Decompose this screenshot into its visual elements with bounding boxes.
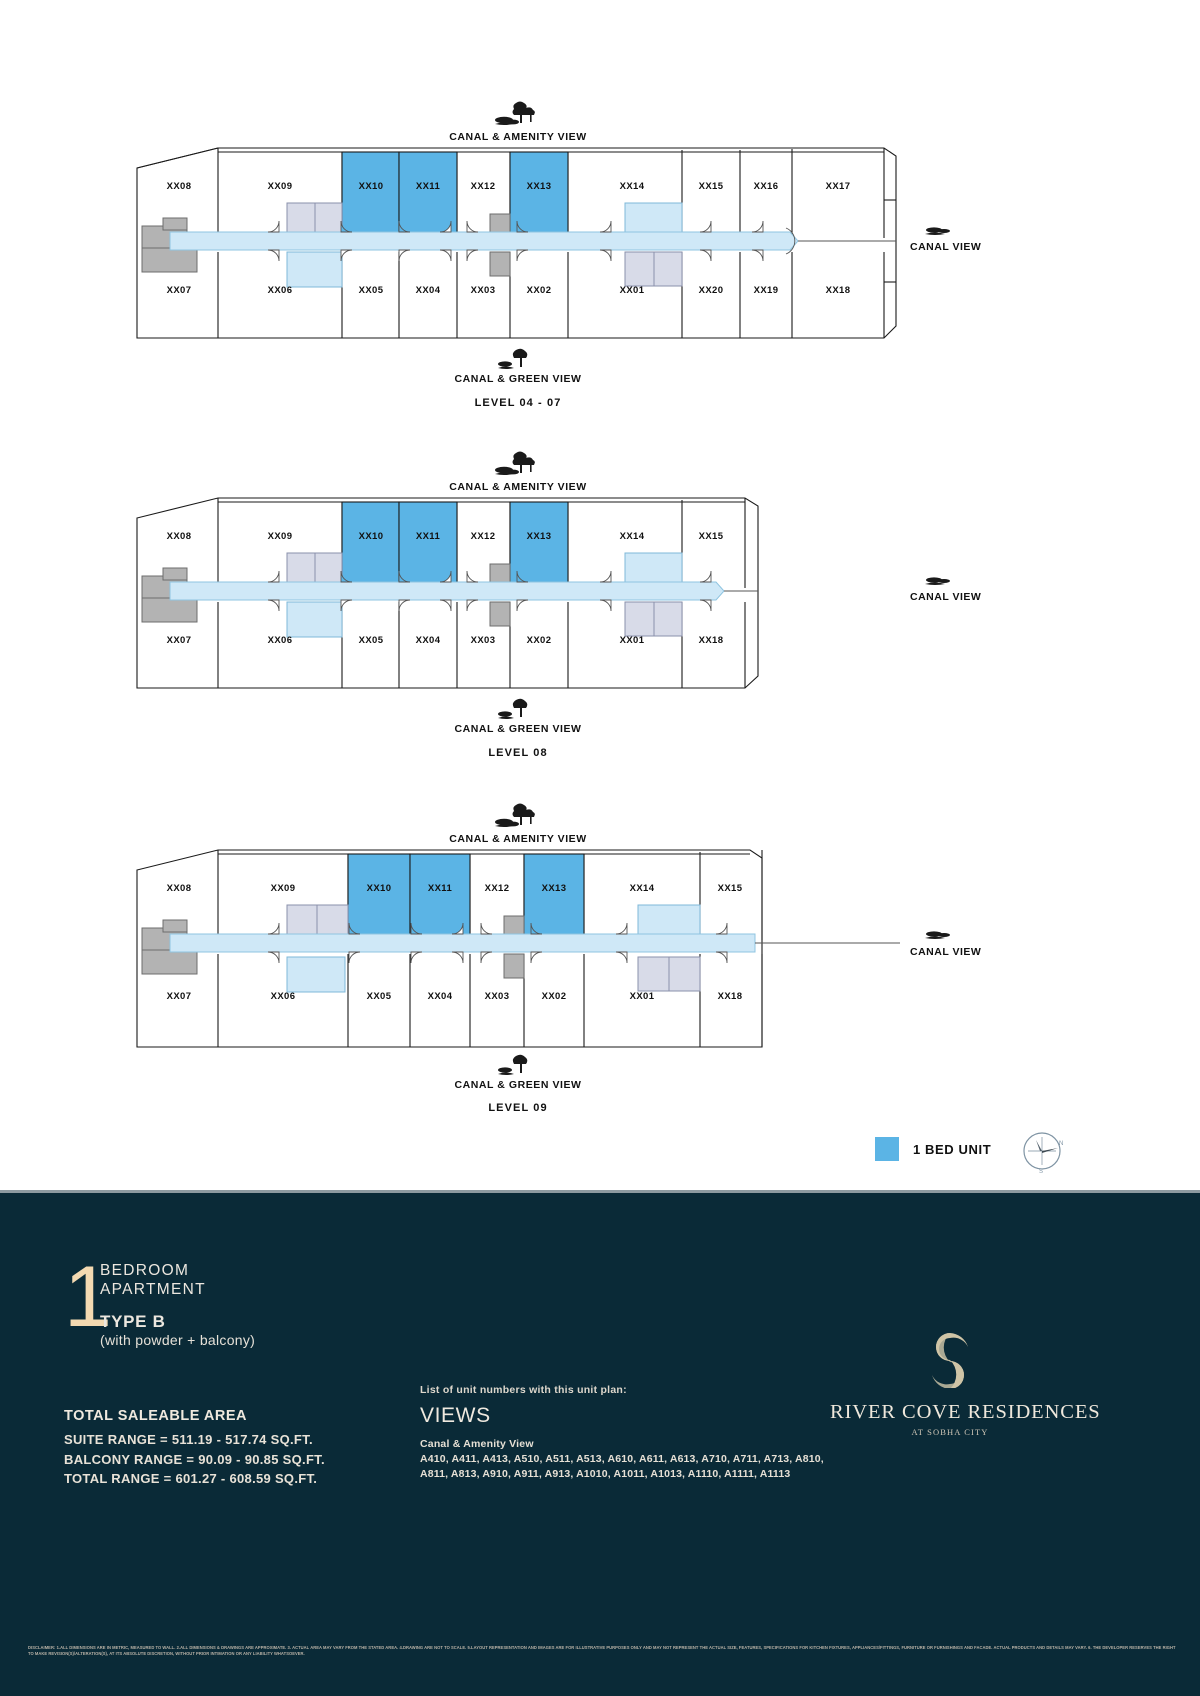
unit-label: XX05 — [358, 635, 384, 646]
brand-logo-icon — [830, 1330, 1070, 1393]
apartment-word: APARTMENT — [100, 1281, 206, 1298]
unit-label: XX04 — [415, 285, 441, 296]
type-sublabel: (with powder + balcony) — [100, 1332, 256, 1348]
unit-label: XX06 — [267, 285, 293, 296]
unit-label: XX12 — [470, 181, 496, 192]
plan-level-09 — [0, 702, 1200, 1122]
unit-label: XX10 — [366, 883, 392, 894]
total-range: TOTAL RANGE = 601.27 - 608.59 SQ.FT. — [64, 1471, 318, 1486]
unit-label: XX18 — [717, 991, 743, 1002]
views-category-label: Canal & Amenity View — [420, 1438, 534, 1450]
unit-label: XX19 — [753, 285, 779, 296]
unit-label: XX10 — [358, 531, 384, 542]
canal-icon-right — [922, 222, 956, 241]
apartment-type-heading — [100, 1261, 206, 1299]
unit-label: XX07 — [166, 991, 192, 1002]
unit-label: XX15 — [698, 531, 724, 542]
unit-label: XX07 — [166, 635, 192, 646]
unit-label: XX13 — [541, 883, 567, 894]
unit-label: XX05 — [366, 991, 392, 1002]
canal-icon-right — [922, 572, 956, 591]
disclaimer-text: DISCLAIMER: 1.ALL DIMENSIONS ARE IN METRIC, MEASURED TO WALL. 2.ALL DIMENSIONS & DRAWINGS ARE APPROXIMATE. 3. ACTUAL AREA MAY VARY FROM THE STATED AREA. 4.DRAWING ARE NOT TO SCALE. 5.LAYOUT REPRESENTATION AND IMAGES ARE FOR ILLUSTRATIVE PURPOSES ONLY AND MAY NOT REPRESENT THE ACTUAL SIZE, FEATURES, SPECIFICATIONS FOR KITCHEN FIXTURES, APPLIANCES/FITTINGS, FURNITURE OR FURNISHINGS AND FACADE. ACTUAL PRODUCTS AND DETAILS MAY VARY. 6. THE DEVELOPER RESERVES THE RIGHT TO MAKE REVISION(S)/ALTERATION(S), AT ITS ABSOLUTE DISCRETION, WITHOUT PRIOR INTIMATION OR ANY LIABILITY WHATSOEVER. — [28, 1645, 1176, 1657]
unit-label: XX08 — [166, 181, 192, 192]
unit-label: XX11 — [415, 181, 441, 192]
unit-label: XX06 — [270, 991, 296, 1002]
unit-label: XX13 — [526, 181, 552, 192]
unit-label: XX03 — [470, 635, 496, 646]
unit-label: XX15 — [698, 181, 724, 192]
plan3-right-view-label: CANAL VIEW — [910, 946, 982, 958]
unit-label: XX05 — [358, 285, 384, 296]
unit-list-note: List of unit numbers with this unit plan: — [420, 1384, 627, 1396]
bedroom-word: BEDROOM — [100, 1262, 190, 1279]
unit-label: XX14 — [629, 883, 655, 894]
plan1-top-view-label: CANAL & AMENITY VIEW — [449, 131, 587, 143]
unit-label: XX11 — [427, 883, 453, 894]
plan2-highlight-units — [342, 502, 568, 588]
unit-label: XX04 — [427, 991, 453, 1002]
type-label: TYPE B — [100, 1312, 166, 1331]
legend-label-1bed: 1 BED UNIT — [913, 1141, 992, 1157]
unit-label: XX02 — [541, 991, 567, 1002]
unit-label: XX04 — [415, 635, 441, 646]
plan1-level-label: LEVEL 04 - 07 — [474, 397, 562, 409]
canal-icon-right — [922, 926, 956, 945]
unit-label: XX12 — [484, 883, 510, 894]
plan3-level-label: LEVEL 09 — [488, 1102, 548, 1114]
unit-label: XX14 — [619, 531, 645, 542]
legend — [875, 1137, 991, 1161]
views-unit-list: A410, A411, A413, A510, A511, A513, A610, A611, A613, A710, A711, A713, A810, A811, A813, A910, A911, A913, A1010, A1011, A1013, A1110, A1111, A1113 — [420, 1453, 824, 1480]
views-title: VIEWS — [420, 1404, 491, 1427]
unit-label: XX03 — [470, 285, 496, 296]
unit-label: XX08 — [166, 883, 192, 894]
unit-label: XX08 — [166, 531, 192, 542]
plan2-top-view-label: CANAL & AMENITY VIEW — [449, 481, 587, 493]
unit-label: XX01 — [629, 991, 655, 1002]
brand-tagline: AT SOBHA CITY — [911, 1427, 989, 1437]
unit-label: XX20 — [698, 285, 724, 296]
unit-label: XX01 — [619, 285, 645, 296]
unit-label: XX02 — [526, 635, 552, 646]
plan2-bottom-view-label: CANAL & GREEN VIEW — [454, 723, 582, 735]
unit-label: XX16 — [753, 181, 779, 192]
plan3-bottom-view-label: CANAL & GREEN VIEW — [454, 1079, 582, 1091]
plan1-bottom-view-label: CANAL & GREEN VIEW — [454, 373, 582, 385]
unit-label: XX09 — [270, 883, 296, 894]
brand-name: RIVER COVE RESIDENCES — [830, 1401, 1101, 1423]
unit-label: XX12 — [470, 531, 496, 542]
plan3-top-view-label: CANAL & AMENITY VIEW — [449, 833, 587, 845]
unit-label: XX01 — [619, 635, 645, 646]
plan2-right-view-label: CANAL VIEW — [910, 591, 982, 603]
bedroom-count-number: 1 — [64, 1249, 112, 1345]
svg-text:S: S — [1039, 1169, 1044, 1175]
area-breakdown — [64, 1430, 325, 1489]
compass-rose-icon — [1018, 1127, 1066, 1180]
total-saleable-area-title: TOTAL SALEABLE AREA — [64, 1408, 247, 1424]
unit-label: XX11 — [415, 531, 441, 542]
unit-label: XX09 — [267, 531, 293, 542]
legend-swatch-1bed — [875, 1137, 899, 1161]
unit-label: XX02 — [526, 285, 552, 296]
plan1-highlight-units — [342, 152, 568, 238]
unit-label: XX13 — [526, 531, 552, 542]
unit-label: XX17 — [825, 181, 851, 192]
unit-label: XX18 — [825, 285, 851, 296]
brand-block — [830, 1330, 1101, 1437]
plan1-right-view-label: CANAL VIEW — [910, 241, 982, 253]
unit-label: XX14 — [619, 181, 645, 192]
plan2-level-label: LEVEL 08 — [488, 747, 548, 759]
plan3-highlight-units — [348, 854, 584, 940]
footer-divider — [0, 1190, 1200, 1193]
unit-label: XX15 — [717, 883, 743, 894]
unit-label: XX07 — [166, 285, 192, 296]
suite-range: SUITE RANGE = 511.19 - 517.74 SQ.FT. — [64, 1432, 313, 1447]
svg-text:N: N — [1059, 1141, 1064, 1147]
unit-label: XX10 — [358, 181, 384, 192]
unit-label: XX09 — [267, 181, 293, 192]
unit-label: XX03 — [484, 991, 510, 1002]
plan3-drawing — [0, 702, 1200, 1122]
unit-label: XX18 — [698, 635, 724, 646]
unit-label: XX06 — [267, 635, 293, 646]
balcony-range: BALCONY RANGE = 90.09 - 90.85 SQ.FT. — [64, 1451, 325, 1467]
